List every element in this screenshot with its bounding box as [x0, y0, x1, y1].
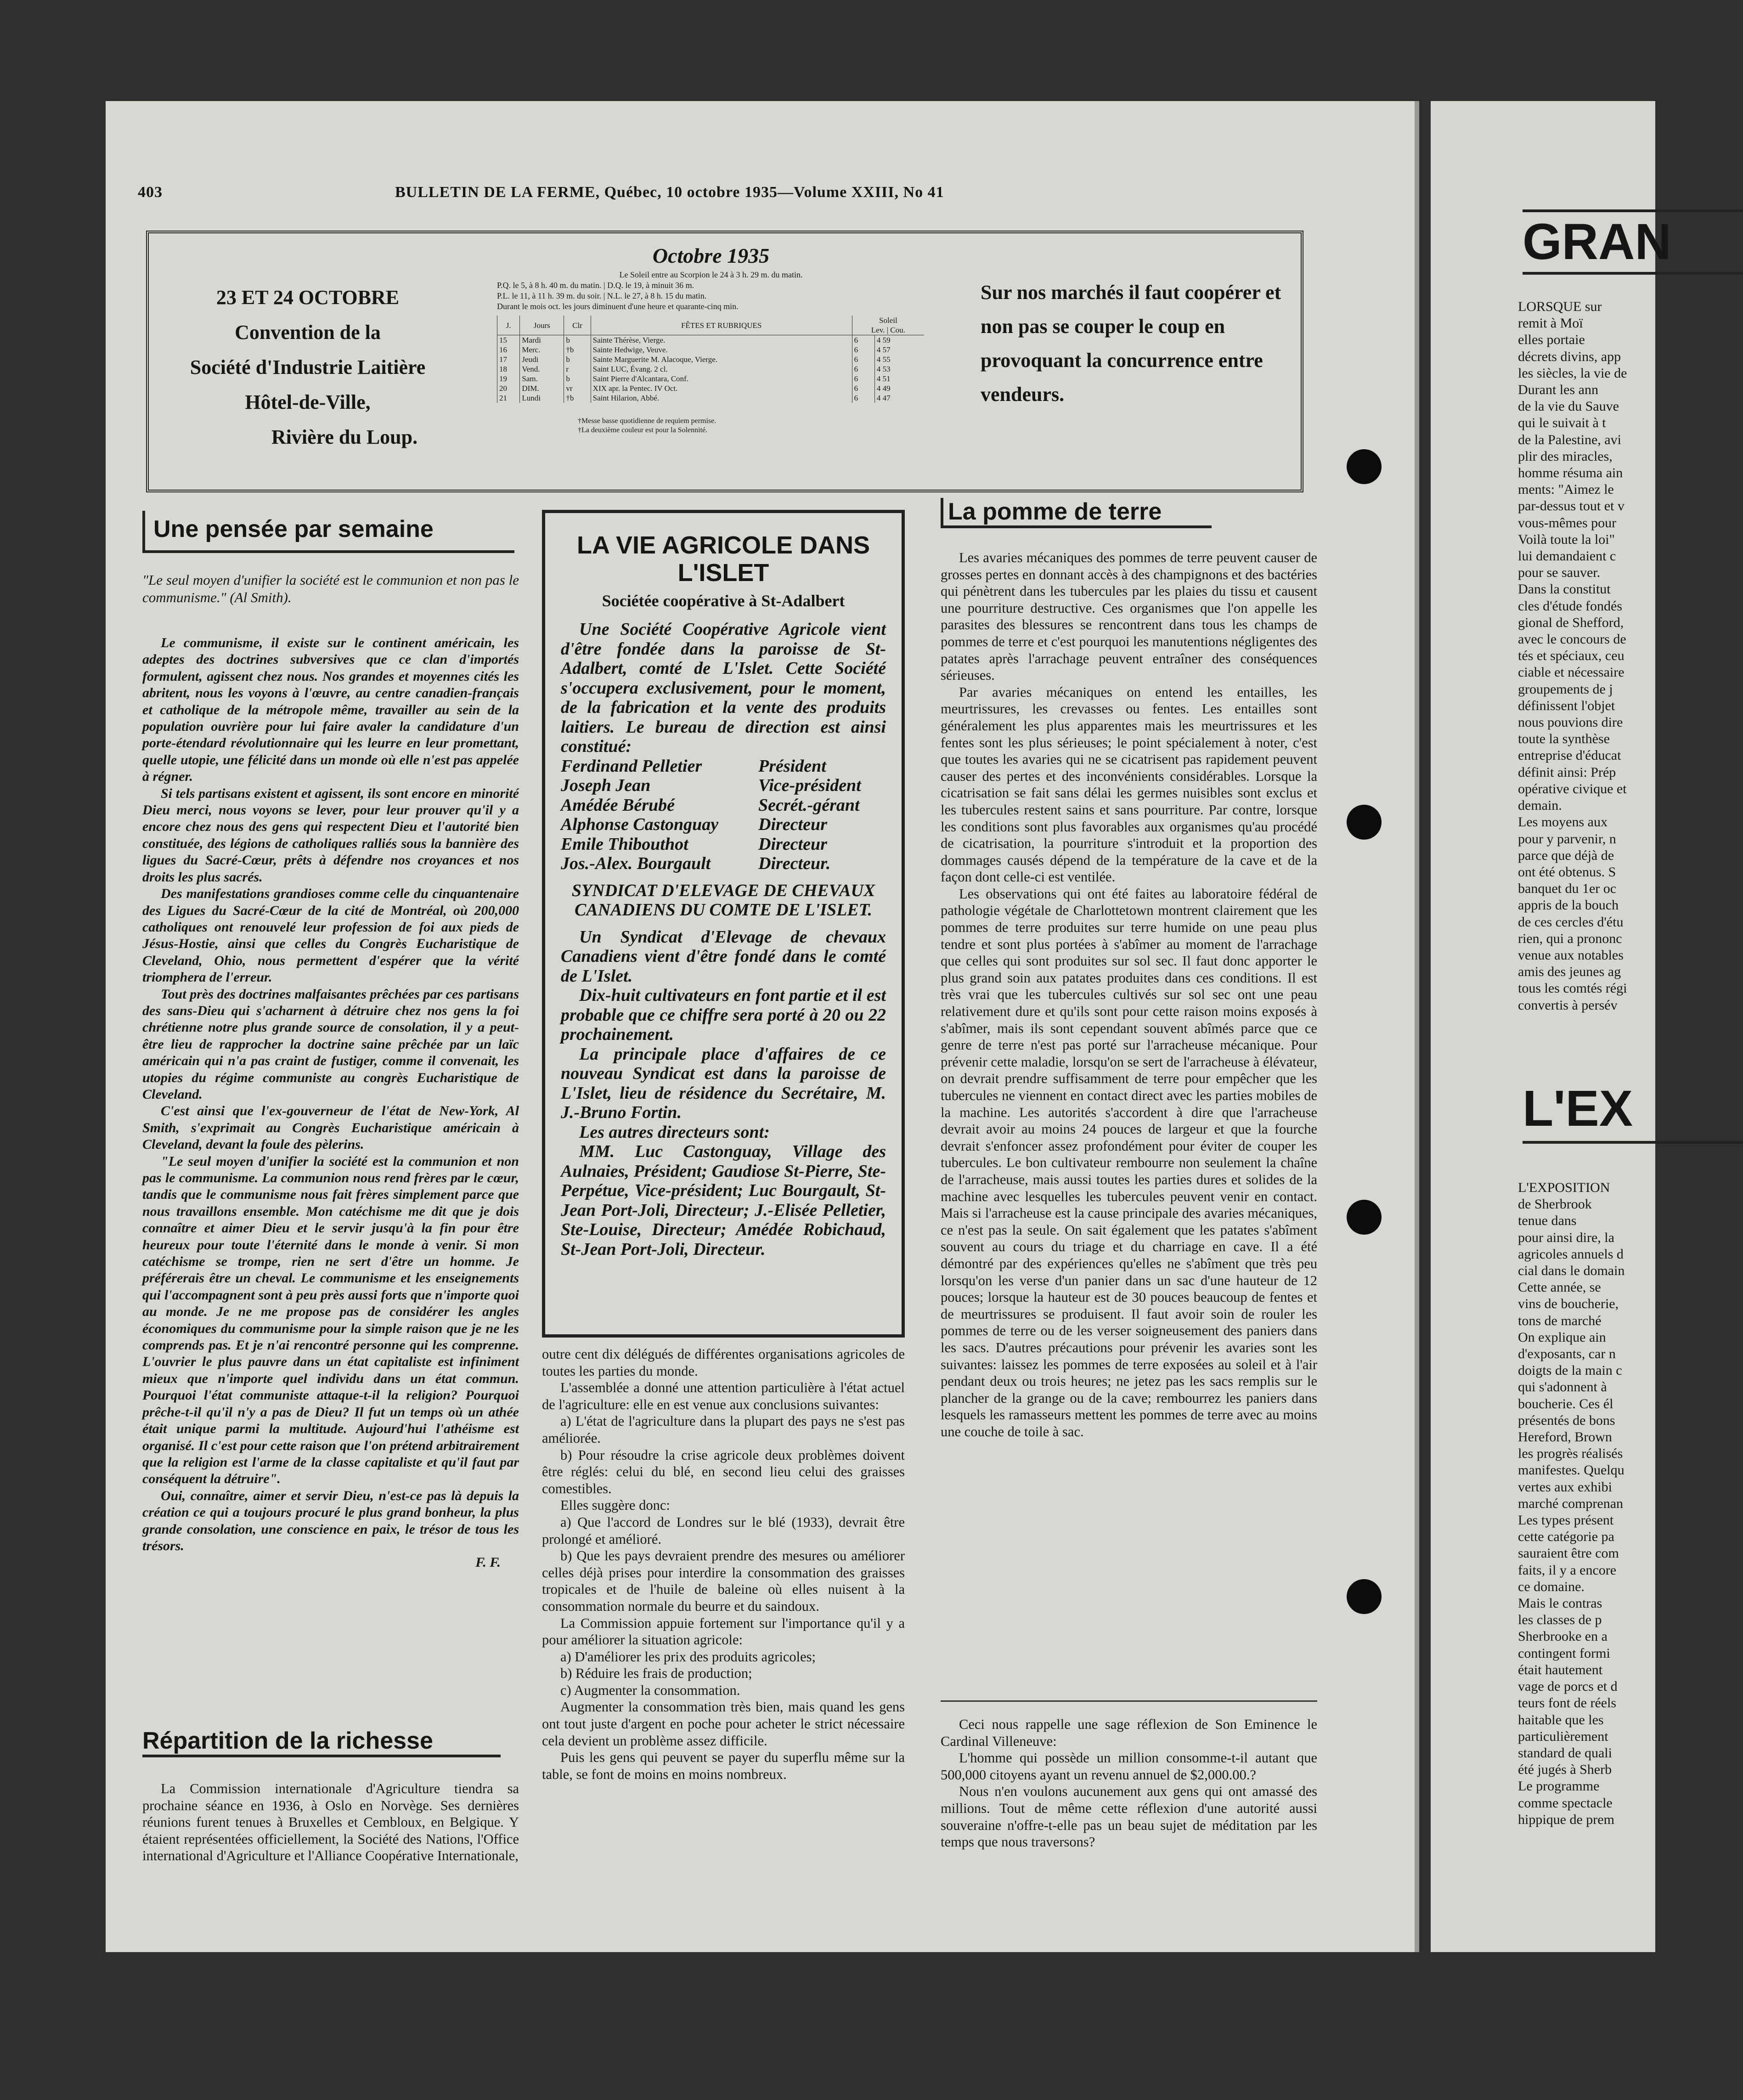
adjacent-line: homme résuma ain	[1518, 465, 1623, 481]
adjacent-line: de la Palestine, avi	[1518, 432, 1621, 447]
adjacent-line: tous les comtés régi	[1518, 981, 1627, 996]
calendar-row	[497, 393, 925, 403]
commission-paragraph: a) Que l'accord de Londres sur le blé (1933), devrait être prolongé et amélioré.	[542, 1514, 905, 1547]
calendar-cell: †b	[564, 345, 591, 355]
adjacent-line: L'EXPOSITION	[1518, 1180, 1610, 1195]
adjacent-line: manifestes. Quelqu	[1518, 1462, 1625, 1478]
officer-role: Directeur.	[758, 854, 831, 873]
adjacent-line: qui s'adonnent à	[1518, 1379, 1607, 1395]
calendar-cell: 18	[497, 364, 520, 374]
calendar-cell: Saint Pierre d'Alcantara, Conf.	[591, 374, 852, 384]
vie-agricole-subtitle: Sociétée coopérative à St-Adalbert	[602, 592, 845, 610]
calendar-cell: 4 59	[874, 335, 924, 345]
officers-list	[561, 756, 886, 874]
adjacent-line: tés et spéciaux, ceu	[1518, 648, 1625, 664]
adjacent-line: vage de porcs et d	[1518, 1679, 1618, 1694]
pomme-text	[941, 549, 1317, 1440]
commission-paragraph: b) Que les pays devraient prendre des mesures ou améliorer celles déjà prises pour interdire la consommation des graisses tropicales et de l'huile de baleine où elles nuisent à la consommation normale du beurre et du saindoux.	[542, 1548, 905, 1614]
adjacent-line: par-dessus tout et v	[1518, 498, 1625, 514]
adjacent-line: pour ainsi dire, la	[1518, 1230, 1614, 1245]
punch-hole-icon	[1347, 805, 1382, 840]
adjacent-line: Le programme	[1518, 1778, 1600, 1794]
calendar-row	[497, 355, 925, 364]
adjacent-line: Sherbrooke en a	[1518, 1629, 1608, 1644]
adjacent-line: Durant les ann	[1518, 382, 1598, 398]
adjacent-line: particulièrement	[1518, 1728, 1608, 1744]
calendar-footnote: †Messe basse quotidienne de requiem permise.	[578, 417, 716, 425]
adjacent-line: pour y parvenir, n	[1518, 831, 1616, 847]
officer-role: Président	[758, 756, 826, 776]
adjacent-line: Mais le contras	[1518, 1596, 1602, 1611]
adjacent-line: était hautement	[1518, 1662, 1603, 1677]
pensee-paragraph: Si tels partisans existent et agissent, ils sont encore en minorité Dieu merci, nous voyons se lever, pour leur prouver qu'il y a encore chez nous des gens qui respectent Dieu et l'autorité bien constituée, des légions de catholiques ralliés sous la bannière des ligues du Sacré-Cœur, prêts à défendre nos croyances et nos droits les plus sacrés.	[142, 785, 519, 885]
pomme-paragraph: Les observations qui ont été faites au laboratoire fédéral de pathologie végétale de Charlottetown montrent clairement que les pommes de terre produites sur terre humide on une peau plus tendre et sont plus portées à s'abîmer au moment de l'arrachage que celles qui sont produites sur sol sec. Il faut donc apporter le plus grand soin aux patates produites dans ces conditions. Il est très vrai que les tubercules cultivés sur sol sec ont une peau relativement dure et qu'ils sont pour cette raison moins exposés à s'abîmer, mais ils sont cependant souvent abîmés parce que ce genre de terre n'est pas porté sur l'arracheuse mécanique. Pour prévenir cette maladie, lorsqu'on se sert de l'arracheuse à élévateur, on devrait prendre suffisamment de terre pour empêcher que les tubercules ne viennent en contact direct avec les parties mobiles de la machine. Les autorités s'accordent à dire que l'arracheuse devrait avoir au moins 24 pouces de largeur et que la fourche devrait s'enfoncer assez profondément pour éviter de couper les tubercules. Le bon cultivateur rembourre non seulement la chaîne de l'arracheuse, mais aussi toutes les parties dures et solides de la machine avec lesquelles les tubercules peuvent venir en contact. Mais si l'arracheuse est la cause principale des avaries mécaniques, ce n'est pas la seule. On sait également que les patates s'abîment souvent au cours du triage et du charriage en cave. Il a été démontré par des expériences qu'elles ne s'abîment que très peu lorsqu'on les verse d'un panier dans un sac d'une hauteur de 12 pouces; lorsque la hauteur est de 30 pouces beaucoup de fentes et de meurtrissures se produisent. Il faut avoir soin de rouler les pommes de terre ou de les verser soigneusement des paniers dans les sacs. D'autres précautions pour prévenir les avaries sont les suivantes: laissez les pommes de terre exposées au soleil et à l'air pendant deux ou trois heures; ne jetez pas les sacs remplis sur le plancher de la grange ou de la cave; rembourrez les paniers dans lesquels les ramasseurs mettent les pommes de terre avec au moins une couche de toile à sac.	[941, 886, 1317, 1440]
officer-role: Directeur	[758, 815, 827, 834]
adjacent-line: boucherie. Ces él	[1518, 1396, 1613, 1411]
adjacent-line: de la vie du Sauve	[1518, 399, 1619, 414]
calendar-cell: 6	[852, 364, 874, 374]
officer-name: Joseph Jean	[561, 776, 651, 795]
calendar-cell: b	[564, 335, 591, 345]
event-line: 23 ET 24 OCTOBRE	[216, 286, 400, 309]
adjacent-line: Cette année, se	[1518, 1280, 1601, 1295]
adjacent-column	[1518, 1180, 1665, 1828]
adjacent-line: vous-mêmes pour	[1518, 515, 1617, 531]
calendar-cell: 6	[852, 335, 874, 345]
calendar-cell: Sainte Marguerite M. Alacoque, Vierge.	[591, 355, 852, 364]
officer-row	[561, 835, 886, 854]
calendar-cell: Jeudi	[520, 355, 564, 364]
calendar-col-header: FÊTES ET RUBRIQUES	[591, 316, 852, 335]
adjacent-line: ciable et nécessaire	[1518, 665, 1625, 680]
adjacent-line: toute la synthèse	[1518, 731, 1610, 747]
commission-paragraph: Augmenter la consommation très bien, mais quand les gens ont tout juste d'argent en poche pour acheter le strict nécessaire cela devient un problème assez difficile.	[542, 1699, 905, 1749]
adjacent-line: On explique ain	[1518, 1329, 1606, 1345]
calendar-note: P.Q. le 5, à 8 h. 40 m. du matin. | D.Q. le 19, à minuit 36 m.	[497, 281, 694, 290]
punch-hole-icon	[1347, 1579, 1382, 1614]
calendar-cell: r	[564, 364, 591, 374]
calendar-cell: †b	[564, 393, 591, 403]
adjacent-line: plir des miracles,	[1518, 448, 1613, 464]
officer-row	[561, 776, 886, 796]
calendar-cell: 6	[852, 345, 874, 355]
commission-text	[542, 1346, 905, 1783]
adjacent-line: ont été obtenus. S	[1518, 864, 1616, 880]
adjacent-line: tenue dans	[1518, 1213, 1577, 1229]
calendar-title: Octobre 1935	[652, 244, 770, 267]
adjacent-headline: GRAN	[1523, 209, 1743, 275]
calendar-cell: 20	[497, 384, 520, 393]
adjacent-line: groupements de j	[1518, 681, 1613, 697]
adjacent-line: gional de Shefford,	[1518, 615, 1624, 630]
adjacent-line: haitable que les	[1518, 1712, 1604, 1727]
calendar-subheader: Cou.	[890, 326, 905, 334]
calendar-table	[497, 316, 924, 403]
calendar-row	[497, 345, 925, 355]
intro-paragraph: Une Société Coopérative Agricole vient d'être fondée dans la paroisse de St-Adalbert, comté de L'Islet. Cette Société s'occupera exclusivement, pour le moment, de la fabrication et la vente des produits laitiers. Le bureau de direction est ainsi constitué:	[561, 620, 886, 756]
adjacent-line: décrets divins, app	[1518, 349, 1621, 364]
adjacent-line: lui demandaient c	[1518, 548, 1616, 564]
calendar-cell: 4 55	[874, 355, 924, 364]
calendar-footnotes	[486, 417, 936, 435]
repartition-paragraph: La Commission internationale d'Agriculture tiendra sa prochaine séance en 1936, à Oslo en Norvège. Ses dernières réunions furent tenues à Bruxelles et Cembloux, en Belgique. Y étaient représentées officiellement, la Société des Nations, l'Office international d'Agriculture et l'Alliance Coopérative Internationale,	[142, 1781, 519, 1864]
adjacent-line: les siècles, la vie de	[1518, 365, 1627, 381]
officer-name: Alphonse Castonguay	[561, 815, 719, 834]
punch-hole-icon	[1347, 449, 1382, 484]
adjacent-line: ments: "Aimez le	[1518, 482, 1614, 497]
adjacent-line: contingent formi	[1518, 1645, 1610, 1661]
commission-paragraph: b) Pour résoudre la crise agricole deux problèmes doivent être réglés: celui du blé, en second lieu celui des graisses comestibles.	[542, 1447, 905, 1496]
punch-hole-icon	[1347, 1200, 1382, 1235]
adjacent-line: marché comprenan	[1518, 1496, 1624, 1511]
page-number: 403	[138, 184, 163, 201]
calendar-cell: 15	[497, 335, 520, 345]
commission-paragraph: L'assemblée a donné une attention particulière à l'état actuel de l'agriculture: elle en est venue aux conclusions suivantes:	[542, 1380, 905, 1412]
calendar-cell: 6	[852, 393, 874, 403]
officer-name: Emile Thibouthot	[561, 834, 688, 854]
officer-name: Amédée Bérubé	[561, 795, 675, 815]
calendar-cell: Sam.	[520, 374, 564, 384]
calendar-row	[497, 384, 925, 393]
adjacent-line: pour se sauver.	[1518, 565, 1601, 581]
officer-row	[561, 756, 886, 776]
calendar-note: Le Soleil entre au Scorpion le 24 à 3 h. 29 m. du matin.	[619, 270, 803, 279]
commission-paragraph: Puis les gens qui peuvent se payer du superflu même sur la table, se font de moins en moins nombreux.	[542, 1750, 905, 1782]
calendar-cell: Saint Hilarion, Abbé.	[591, 393, 852, 403]
page-title: BULLETIN DE LA FERME, Québec, 10 octobre 1935—Volume XXIII, No 41	[395, 184, 944, 201]
calendar-cell: Sainte Hedwige, Veuve.	[591, 345, 852, 355]
calendar-cell: Sainte Thérèse, Vierge.	[591, 335, 852, 345]
adjacent-line: été jugés à Sherb	[1518, 1762, 1612, 1778]
calendar-col-header: Clr	[564, 316, 591, 335]
commission-paragraph: a) D'améliorer les prix des produits agricoles;	[560, 1648, 816, 1665]
pomme-heading: La pomme de terre	[941, 498, 1212, 528]
adjacent-line: d'exposants, car n	[1518, 1346, 1616, 1362]
adjacent-line: LORSQUE sur	[1518, 299, 1602, 314]
pensee-paragraph: "Le seul moyen d'unifier la société est la communion et non pas le communisme. La communion nous rend frères par le cœur, tandis que le communisme nous fait frères simplement parce que nous travaillons ensemble. Mon catéchisme me dit que je dois connaître et aimer Dieu et le servir jusqu'à la fin pour être heureux pour toute l'éternité dans le monde à venir. Si mon catéchisme se trompe, rien ne sert d'être un homme. Je préférerais être un cheval. Le communisme et les enseignements qui l'accompagnent sont à peu près aussi forts que n'importe quoi au monde. Je ne me propose pas de considérer les angles économiques du communisme pour la simple raison que je ne les comprends pas. Et je n'ai rencontré personne qui les comprenne. L'ouvrier le plus pauvre dans un état capitaliste est infiniment mieux que n'importe quel individu dans un état commun. Pourquoi l'état communiste attaque-t-il la religion? Pourquoi prêche-t-il qu'il n'y a pas de Dieu? Il fut un temps où un athée était unique parmi la multitude. Aujourd'hui l'athéisme est organisé. Il c'est pour cette raison que l'on prétend arbitrairement que la religion est l'arme de la classe capitaliste et qu'il faut par conséquent la détruire".	[142, 1153, 519, 1487]
section-divider	[941, 1700, 1317, 1702]
calendar-cell: 19	[497, 374, 520, 384]
event-line: Hôtel-de-Ville,	[245, 391, 371, 413]
officer-role: Secrét.-gérant	[758, 795, 860, 815]
adjacent-line: définissent l'objet	[1518, 698, 1615, 713]
adjacent-line: amis des jeunes ag	[1518, 964, 1621, 980]
vie-agricole-intro	[561, 620, 886, 756]
calendar-cell: Merc.	[520, 345, 564, 355]
calendar-cell: 6	[852, 374, 874, 384]
calendar-cell: DIM.	[520, 384, 564, 393]
pensee-paragraph: Oui, connaître, aimer et servir Dieu, n'est-ce pas là depuis la création ce qui a toujours procuré le plus grand bonheur, la plus grande consolation, une conscience en paix, le trésor de tous les trésors.	[142, 1488, 519, 1553]
calendar-cell: 6	[852, 355, 874, 364]
adjacent-line: faits, il y a encore	[1518, 1562, 1617, 1578]
calendar-cell: Vend.	[520, 364, 564, 374]
syndicat-heading: SYNDICAT D'ELEVAGE DE CHEVAUX CANADIENS DU COMTE DE L'ISLET.	[571, 881, 875, 920]
adjacent-line: les progrès réalisés	[1518, 1446, 1623, 1462]
syndicat-paragraph: Dix-huit cultivateurs en font partie et il est probable que ce chiffre sera porté à 20 ou 22 prochainement.	[561, 986, 886, 1044]
commission-paragraph: La Commission appuie fortement sur l'importance qu'il y a pour améliorer la situation agricole:	[542, 1615, 905, 1648]
calendar-row	[497, 364, 925, 374]
calendar-note: P.L. le 11, à 11 h. 39 m. du soir. | N.L. le 27, à 8 h. 15 du matin.	[497, 291, 707, 300]
vie-agricole-title: LA VIE AGRICOLE DANS L'ISLET	[576, 531, 870, 587]
adjacent-line: elles portaie	[1518, 332, 1585, 348]
commission-paragraph: b) Réduire les frais de production;	[560, 1665, 752, 1682]
calendar-cell: 4 51	[874, 374, 924, 384]
calendar-cell: 4 47	[874, 393, 924, 403]
repartition-text	[142, 1780, 519, 1864]
calendar-cell: b	[564, 374, 591, 384]
calendar-cell: 21	[497, 393, 520, 403]
calendar-box	[486, 243, 936, 482]
officer-name: Ferdinand Pelletier	[561, 756, 702, 776]
calendar-cell: 6	[852, 384, 874, 393]
reflexion-text	[941, 1716, 1317, 1851]
pomme-paragraph: Par avaries mécaniques on entend les entailles, les meurtrissures, les crevasses ou fentes. Les entailles sont généralement les plus apparentes mais les meurtrissures et les fentes sont les plus sérieuses; le point spécialement à noter, c'est que toutes les avaries qui ne se cicatrisent pas rapidement peuvent causer des pertes et des inconvénients considérables. Lorsque la cicatrisation se fait sans délai les germes nuisibles sont exclus et les tubercules restent sains et sans pourriture. Par contre, lorsque les conditions sont plus favorables aux organismes qu'au procédé de cicatrisation, la pourriture s'introduit et la proportion des dommages causés dépend de la température de la cave et de la façon dont celle-ci est ventilée.	[941, 684, 1317, 885]
adjacent-line: sauraient être com	[1518, 1546, 1619, 1561]
pensee-paragraph: Des manifestations grandioses comme celle du cinquantenaire des Ligues du Sacré-Cœur de la cité de Montréal, où 200,000 catholiques ont renouvelé leur profession de foi aux pieds de Jésus-Hostie, ainsi que celles du Congrès Eucharistique de Cleveland, Ohio, nous permettent d'espérer que la vérité triomphera de l'erreur.	[142, 886, 519, 985]
calendar-col-header: Jours	[520, 316, 564, 335]
adjacent-line: comme spectacle	[1518, 1795, 1613, 1811]
adjacent-line: doigts de la main c	[1518, 1363, 1622, 1378]
adjacent-line: Les types présent	[1518, 1513, 1614, 1528]
syndicat-paragraph: La principale place d'affaires de ce nouveau Syndicat est dans la paroisse de L'Islet, lieu de résidence du Secrétaire, M. J.-Bruno Fortin.	[561, 1044, 886, 1122]
calendar-col-header: Soleil Lev. | Cou.	[852, 316, 924, 335]
calendar-cell: 4 53	[874, 364, 924, 374]
commission-paragraph: a) L'état de l'agriculture dans la plupart des pays ne s'est pas améliorée.	[542, 1413, 905, 1446]
syndicat-paragraph: Les autres directeurs sont:	[579, 1122, 770, 1142]
calendar-rows	[497, 335, 925, 403]
adjacent-line: qui le suivait à t	[1518, 415, 1606, 431]
adjacent-line: parce que déjà de	[1518, 847, 1614, 863]
adjacent-line: cette catégorie pa	[1518, 1529, 1614, 1545]
adjacent-headline: L'EX	[1523, 1077, 1743, 1144]
officer-name: Jos.-Alex. Bourgault	[561, 854, 711, 873]
adjacent-line: de ces cercles d'étu	[1518, 914, 1624, 930]
commission-paragraph: Elles suggère donc:	[560, 1497, 670, 1513]
calendar-cell: vr	[564, 384, 591, 393]
adjacent-line: Voilà toute la loi"	[1518, 531, 1615, 547]
pensee-signature: F. F.	[475, 1555, 501, 1570]
event-line: Société d'Industrie Laitière	[190, 356, 426, 378]
calendar-cell: 17	[497, 355, 520, 364]
pensee-paragraph: Le communisme, il existe sur le continent américain, les adeptes des doctrines subversives que ce clan d'importés formulent, agissent chez nous. Nos grandes et moyennes cités les abritent, nous les voyons à l'œuvre, au centre canadien-français et catholique de la métropole même, travailler au sein de la population ouvrière pour lui faire avaler la candidature d'un porte-étendard révolutionnaire qui les leurre en leur promettant, quelle utopie, une félicité dans un monde où elle n'est pas appelée à régner.	[142, 635, 519, 785]
calendar-cell: b	[564, 355, 591, 364]
calendar-row	[497, 374, 925, 384]
calendar-subheader: Lev.	[871, 326, 885, 334]
syndicat-paragraph: Un Syndicat d'Elevage de chevaux Canadiens vient d'être fondé dans le comté de L'Islet.	[561, 927, 886, 986]
adjacent-line: remit à Moï	[1518, 316, 1583, 331]
adjacent-line: opérative civique et	[1518, 781, 1627, 796]
adjacent-line: banquet du 1er oc	[1518, 881, 1617, 897]
pensee-heading: Une pensée par semaine	[142, 511, 514, 553]
adjacent-line: nous pouvions dire	[1518, 715, 1623, 730]
adjacent-line: définit ainsi: Prép	[1518, 764, 1616, 780]
sun-label: Soleil	[879, 316, 897, 325]
adjacent-line: cial dans le domain	[1518, 1263, 1625, 1279]
adjacent-line: appris de la bouch	[1518, 898, 1619, 913]
pensee-paragraph: Tout près des doctrines malfaisantes prêchées par ces partisans des sans-Dieu qui s'acharnent à détruire chez nos gens la foi chrétienne notre plus grande source de consolation, il y a peut-être lieu de rapprocher la doctrine saine prêchée par un laïc américain qui n'a pas craint de fustiger, comme il convenait, les utopies du régime communiste au congrès Eucharistique de Cleveland.	[142, 986, 519, 1102]
reflexion-paragraph: Ceci nous rappelle une sage réflexion de Son Eminence le Cardinal Villeneuve:	[941, 1716, 1317, 1749]
syndicat-body	[561, 927, 886, 1259]
reflexion-paragraph: Nous n'en voulons aucunement aux gens qui ont amassé des millions. Tout de même cette réflexion d'une autorité aussi souveraine n'offre-t-elle pas un beau sujet de méditation par les temps que nous traversons?	[941, 1784, 1317, 1850]
adjacent-line: demain.	[1518, 798, 1562, 813]
commission-paragraph: c) Augmenter la consommation.	[560, 1682, 740, 1698]
officer-role: Vice-président	[758, 776, 861, 795]
pensee-quote: "Le seul moyen d'unifier la société est le communion et non pas le communisme." (Al Smith).	[142, 572, 519, 605]
pomme-paragraph: Les avaries mécaniques des pommes de terre peuvent causer de grosses pertes en donnant accès à des champignons et des bactéries qui pénètrent dans les tubercules par les plaies du tissu et causent une pourriture destructive. Ces organismes que l'on appelle les parasites des blessures se rencontrent dans tous les champs de pommes de terre et c'est pourquoi les manutentions négligentes des patates après l'arrachage peuvent entraîner des conséquences sérieuses.	[941, 550, 1317, 683]
calendar-notes	[486, 270, 936, 312]
adjacent-line: vertes aux exhibi	[1518, 1479, 1612, 1495]
adjacent-line: les classes de p	[1518, 1612, 1602, 1628]
event-line: Rivière du Loup.	[271, 426, 418, 448]
adjacent-page	[1431, 101, 1671, 1952]
calendar-cell: 4 57	[874, 345, 924, 355]
adjacent-line: hippique de prem	[1518, 1812, 1614, 1827]
pensee-paragraph: C'est ainsi que l'ex-gouverneur de l'état de New-York, Al Smith, s'exprimait au Congrès Eucharistique américain à Cleveland, devant la foule des pèlerins.	[142, 1103, 519, 1152]
adjacent-line: convertis à persév	[1518, 997, 1618, 1013]
page-header	[138, 184, 1093, 207]
adjacent-line: cles d'étude fondés	[1518, 598, 1622, 614]
calendar-cell: 4 49	[874, 384, 924, 393]
syndicat-paragraph: MM. Luc Castonguay, Village des Aulnaies, Président; Gaudiose St-Pierre, Ste-Perpétue, Vice-président; Luc Bourgault, St-Jean Port-Joli, Directeur; J.-Elisée Pelletier, Ste-Louise, Directeur; Amédée Robichaud, St-Jean Port-Joli, Directeur.	[561, 1142, 886, 1259]
adjacent-line: Les moyens aux	[1518, 814, 1608, 830]
adjacent-line: vins de boucherie,	[1518, 1296, 1619, 1312]
vie-agricole-box	[542, 510, 905, 1338]
pensee-body	[142, 635, 519, 1571]
officer-row	[561, 815, 886, 835]
adjacent-line: présentés de bons	[1518, 1412, 1615, 1428]
calendar-cell: Lundi	[520, 393, 564, 403]
calendar-note: Durant le mois oct. les jours diminuent d'une heure et quarante-cinq min.	[497, 302, 739, 311]
adjacent-line: entreprise d'éducat	[1518, 748, 1621, 763]
commission-paragraph: outre cent dix délégués de différentes organisations agricoles de toutes les parties du monde.	[542, 1346, 905, 1379]
officer-row	[561, 854, 886, 874]
adjacent-line: teurs font de réels	[1518, 1695, 1617, 1711]
officer-role: Directeur	[758, 834, 827, 854]
reflexion-paragraph: L'homme qui possède un million consomme-t-il autant que 500,000 citoyens ayant un revenu annuel de $2,000.00.?	[941, 1750, 1317, 1783]
calendar-col-header: J.	[497, 316, 520, 335]
adjacent-line: tons de marché	[1518, 1313, 1602, 1328]
market-notice: Sur nos marchés il faut coopérer et non pas se couper le coup en provoquant la concurrence entre vendeurs.	[981, 281, 1281, 406]
convention-notice	[152, 280, 464, 455]
adjacent-line: de Sherbrook	[1518, 1197, 1592, 1212]
repartition-heading: Répartition de la richesse	[142, 1727, 501, 1757]
adjacent-line: standard de quali	[1518, 1745, 1612, 1761]
adjacent-line: venue aux notables	[1518, 947, 1624, 963]
calendar-cell: Mardi	[520, 335, 564, 345]
calendar-cell: 16	[497, 345, 520, 355]
adjacent-line: rien, qui a prononc	[1518, 931, 1622, 946]
adjacent-line: avec le concours de	[1518, 632, 1626, 647]
calendar-footnote: †La deuxième couleur est pour la Solennité.	[578, 426, 708, 434]
event-line: Convention de la	[235, 321, 381, 344]
adjacent-line: Hereford, Brown	[1518, 1429, 1612, 1445]
calendar-row	[497, 335, 925, 345]
calendar-cell: XIX apr. la Pentec. IV Oct.	[591, 384, 852, 393]
adjacent-line: Dans la constitut	[1518, 581, 1611, 597]
officer-row	[561, 796, 886, 815]
adjacent-line: ce domaine.	[1518, 1579, 1585, 1594]
calendar-cell: Saint LUC, Évang. 2 cl.	[591, 364, 852, 374]
adjacent-line: agricoles annuels d	[1518, 1246, 1624, 1262]
adjacent-column	[1518, 299, 1665, 1014]
